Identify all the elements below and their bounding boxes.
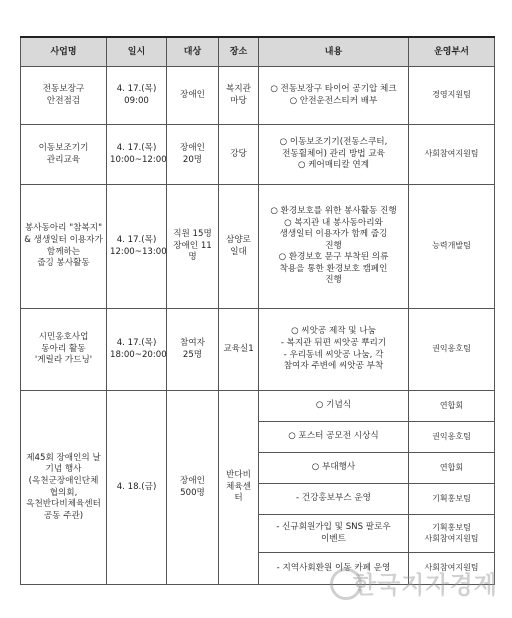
cell-dept: 권익옹호팀 xyxy=(409,309,495,391)
cell-date: 4. 17.(목) 12:00~13:00 xyxy=(107,185,167,309)
table-row xyxy=(21,125,495,185)
event-item-dept: 사회참여지원팀 xyxy=(409,553,495,585)
cell-content: ○ 이동보조기기(전동스쿠터, 전동휠체어) 관리 방법 교육 ○ 케어매티칼 연계 xyxy=(259,125,409,185)
event-place: 반다비 체육센터 xyxy=(219,391,259,585)
table-row xyxy=(21,185,495,309)
event-name: 제45회 장애인의 날 기념 행사 (옥천군장애인단체 협의회, 옥천반다비체육센터 공동 주관) xyxy=(21,391,107,585)
cell-dept: 경영지원팀 xyxy=(409,67,495,125)
event-item-dept: 권익옹호팀 xyxy=(409,422,495,453)
event-date: 4. 18.(금) xyxy=(107,391,167,585)
cell-dept: 능력개발팀 xyxy=(409,185,495,309)
event-item-content: ○ 부대행사 xyxy=(259,453,409,484)
cell-target: 장애인 xyxy=(167,67,219,125)
event-item-content: ○ 기념식 xyxy=(259,391,409,422)
event-item-content: - 신규회원가입 및 SNS 팔로우 이벤트 xyxy=(259,515,409,553)
schedule-table xyxy=(20,36,495,585)
cell-place: 복지관 마당 xyxy=(219,67,259,125)
event-item-dept: 기획홍보팀 사회참여지원팀 xyxy=(409,515,495,553)
event-item-content: - 지역사회환원 이동 카페 운영 xyxy=(259,553,409,585)
cell-date: 4. 17.(목) 10:00~12:00 xyxy=(107,125,167,185)
cell-name: 봉사동아리 "참복지" & 생생일터 이용자가 함께하는 줍깅 봉사활동 xyxy=(21,185,107,309)
event-item-content: - 건강홍보부스 운영 xyxy=(259,484,409,515)
cell-dept: 사회참여지원팀 xyxy=(409,125,495,185)
cell-date: 4. 17.(목) 09:00 xyxy=(107,67,167,125)
cell-place: 교육실1 xyxy=(219,309,259,391)
cell-target: 직원 15명 장애인 11명 xyxy=(167,185,219,309)
header-name: 사업명 xyxy=(21,37,107,67)
table-row xyxy=(21,67,495,125)
cell-place: 강당 xyxy=(219,125,259,185)
header-row xyxy=(21,37,495,67)
cell-content: ○ 씨앗공 제작 및 나눔 - 복지관 뒤편 씨앗공 뿌리기 - 우리동네 씨앗공 나눔, 각 참여자 주변에 씨앗공 부착 xyxy=(259,309,409,391)
cell-name: 이동보조기기 관리교육 xyxy=(21,125,107,185)
header-content: 내용 xyxy=(259,37,409,67)
table-row xyxy=(21,391,495,422)
table-row xyxy=(21,309,495,391)
header-dept: 운영부서 xyxy=(409,37,495,67)
cell-target: 장애인 20명 xyxy=(167,125,219,185)
cell-target: 참여자 25명 xyxy=(167,309,219,391)
event-item-dept: 연합회 xyxy=(409,391,495,422)
cell-name: 전동보장구 안전점검 xyxy=(21,67,107,125)
cell-place: 삼양로 일대 xyxy=(219,185,259,309)
event-item-dept: 기획홍보팀 xyxy=(409,484,495,515)
watermark: 한국지자경제 xyxy=(352,570,498,599)
cell-content: ○ 환경보호를 위한 봉사활동 진행 ○ 복지관 내 봉사동아리와 생생일터 이용자가 함께 줍깅 진행 ○ 환경보호 문구 부착된 의류 착용을 통한 환경보호 캠페인 진행 xyxy=(259,185,409,309)
cell-date: 4. 17.(목) 18:00~20:00 xyxy=(107,309,167,391)
cell-content: ○ 전동보장구 타이어 공기압 체크 ○ 안전운전스티커 배부 xyxy=(259,67,409,125)
event-item-content: ○ 포스터 공모전 시상식 xyxy=(259,422,409,453)
header-place: 장소 xyxy=(219,37,259,67)
cell-name: 시민옹호사업 동아리 활동 '게릴라 가드닝' xyxy=(21,309,107,391)
event-target: 장애인 500명 xyxy=(167,391,219,585)
header-date: 일시 xyxy=(107,37,167,67)
event-item-dept: 연합회 xyxy=(409,453,495,484)
header-target: 대상 xyxy=(167,37,219,67)
